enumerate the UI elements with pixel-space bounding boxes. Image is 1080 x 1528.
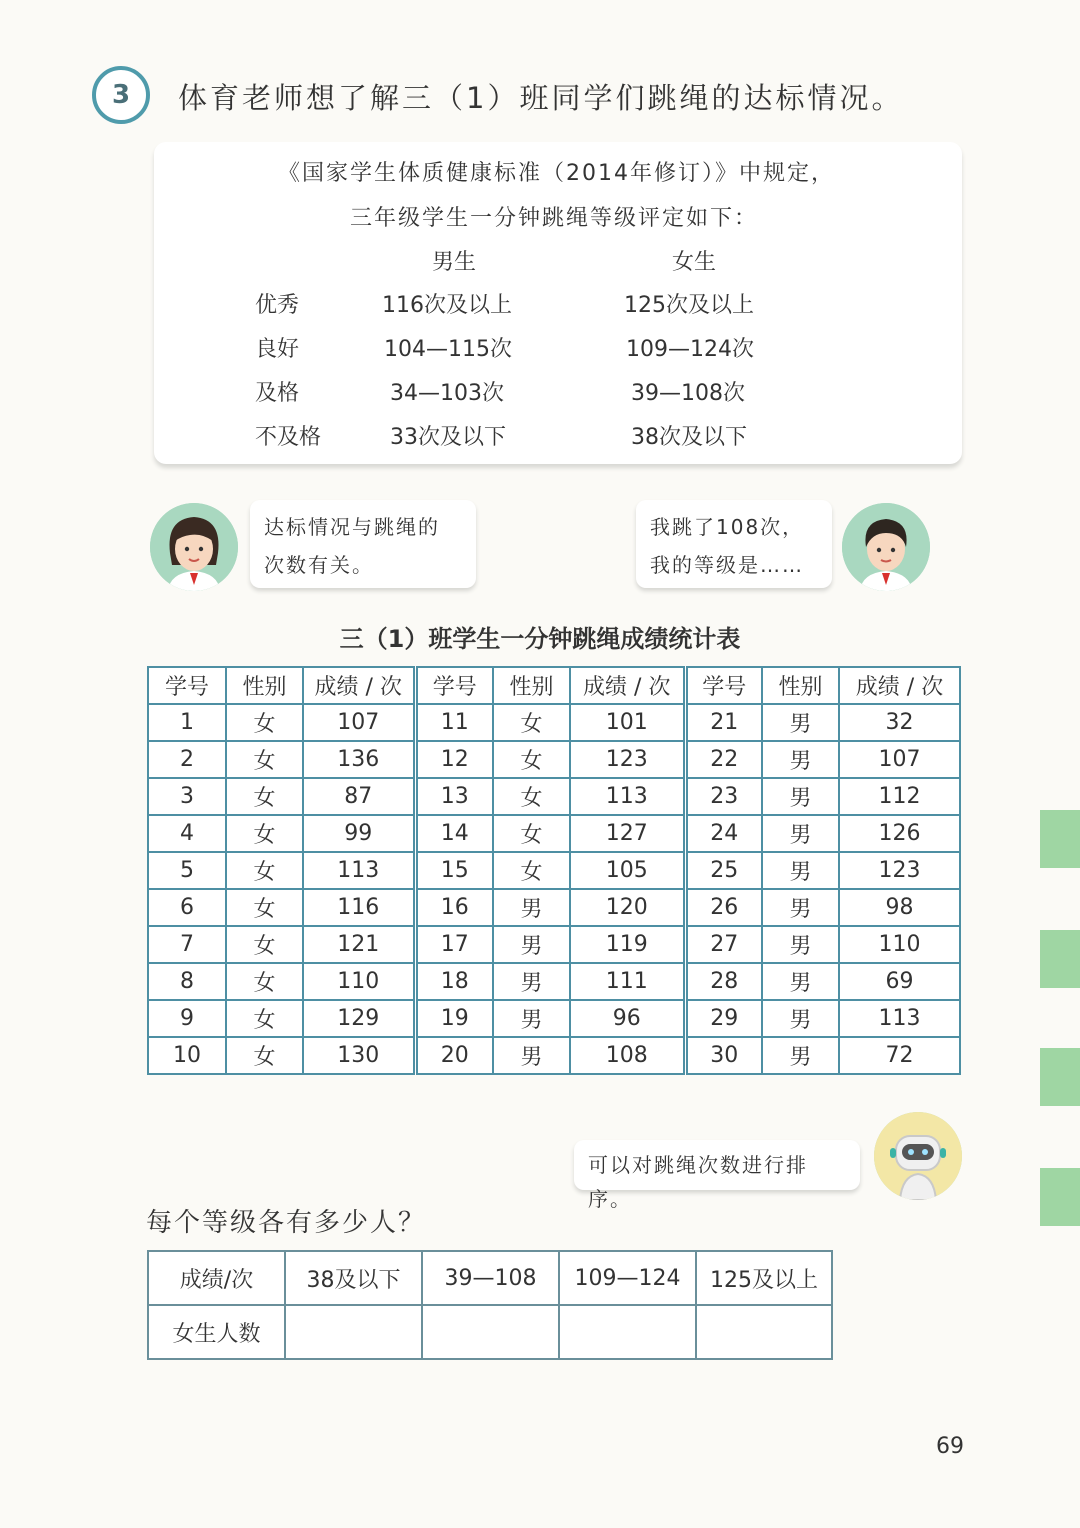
header-score: 成绩 / 次: [303, 667, 415, 704]
student-id: 7: [148, 926, 226, 963]
header-student-id: 学号: [148, 667, 226, 704]
student-id: 23: [685, 778, 762, 815]
table-row: [148, 741, 960, 778]
side-tab-marker: [1040, 930, 1080, 988]
student-score: 107: [839, 741, 960, 778]
side-tab-marker: [1040, 1048, 1080, 1106]
student-id: 15: [415, 852, 493, 889]
header-gender: 性别: [226, 667, 303, 704]
problem-title: 体育老师想了解三（1）班同学们跳绳的达标情况。: [178, 81, 904, 115]
standard-girls-value: 39—108次: [631, 381, 745, 406]
student-gender: 男: [493, 963, 570, 1000]
student-gender: 女: [493, 704, 570, 741]
student-id: 29: [685, 1000, 762, 1037]
table-row: [148, 889, 960, 926]
table-row: [148, 1000, 960, 1037]
student-id: 20: [415, 1037, 493, 1074]
student-gender: 女: [226, 778, 303, 815]
robot-avatar-icon: [874, 1112, 962, 1200]
page-number: 69: [936, 1434, 964, 1459]
girl-avatar-icon: [150, 503, 238, 591]
problem-number: 3: [111, 80, 131, 110]
student-gender: 男: [762, 815, 839, 852]
girls-count-input[interactable]: [285, 1305, 422, 1359]
student-score: 120: [570, 889, 685, 926]
student-score: 136: [303, 741, 415, 778]
header-score: 成绩 / 次: [839, 667, 960, 704]
student-score: 107: [303, 704, 415, 741]
student-gender: 男: [762, 889, 839, 926]
standard-level: 及格: [255, 381, 300, 406]
level-range: 39—108: [422, 1251, 559, 1305]
student-id: 2: [148, 741, 226, 778]
side-tab-marker: [1040, 1168, 1080, 1226]
standard-col-girls: 女生: [672, 250, 717, 275]
level-range: 125及以上: [696, 1251, 832, 1305]
student-id: 28: [685, 963, 762, 1000]
question-text: 每个等级各有多少人？: [146, 1208, 427, 1238]
student-score: 108: [570, 1037, 685, 1074]
student-gender: 女: [226, 852, 303, 889]
student-id: 25: [685, 852, 762, 889]
student-score: 129: [303, 1000, 415, 1037]
level-range: 38及以下: [285, 1251, 422, 1305]
student-id: 26: [685, 889, 762, 926]
standard-intro-line2: 三年级学生一分钟跳绳等级评定如下：: [350, 206, 759, 231]
level-header-label: 成绩/次: [148, 1251, 285, 1305]
level-count-table: [147, 1250, 833, 1360]
robot-speech-bubble: [574, 1140, 860, 1211]
standard-boys-value: 104—115次: [384, 337, 512, 362]
student-score: 130: [303, 1037, 415, 1074]
student-gender: 男: [493, 1037, 570, 1074]
boy-bubble-line1: 我跳了108次，: [650, 515, 805, 539]
student-score: 127: [570, 815, 685, 852]
student-score: 69: [839, 963, 960, 1000]
student-id: 10: [148, 1037, 226, 1074]
student-id: 17: [415, 926, 493, 963]
student-gender: 男: [762, 852, 839, 889]
student-id: 19: [415, 1000, 493, 1037]
girl-bubble-line2: 次数有关。: [264, 553, 374, 577]
student-id: 30: [685, 1037, 762, 1074]
header-gender: 性别: [493, 667, 570, 704]
table-row: [148, 704, 960, 741]
score-table: [147, 666, 961, 1075]
student-gender: 男: [762, 963, 839, 1000]
student-score: 110: [839, 926, 960, 963]
standard-boys-value: 34—103次: [390, 381, 504, 406]
student-gender: 女: [226, 815, 303, 852]
student-gender: 男: [762, 1000, 839, 1037]
boy-speech-bubble: [636, 500, 832, 588]
student-score: 110: [303, 963, 415, 1000]
standard-level: 优秀: [255, 293, 300, 318]
level-range: 109—124: [559, 1251, 696, 1305]
table-row: [148, 926, 960, 963]
score-table-title: 三（1）班学生一分钟跳绳成绩统计表: [339, 625, 741, 653]
girls-count-input[interactable]: [559, 1305, 696, 1359]
student-score: 98: [839, 889, 960, 926]
student-gender: 女: [226, 963, 303, 1000]
standard-boys-value: 33次及以下: [390, 425, 506, 450]
student-score: 113: [839, 1000, 960, 1037]
standard-col-boys: 男生: [432, 250, 477, 275]
student-id: 21: [685, 704, 762, 741]
student-score: 72: [839, 1037, 960, 1074]
student-score: 32: [839, 704, 960, 741]
student-id: 9: [148, 1000, 226, 1037]
robot-bubble-text: 可以对跳绳次数进行排序。: [588, 1153, 808, 1211]
student-score: 123: [839, 852, 960, 889]
student-gender: 男: [762, 926, 839, 963]
student-gender: 女: [226, 1000, 303, 1037]
student-gender: 女: [493, 741, 570, 778]
student-id: 24: [685, 815, 762, 852]
student-gender: 男: [493, 926, 570, 963]
boy-bubble-line2: 我的等级是……: [650, 553, 804, 577]
standard-boys-value: 116次及以上: [382, 293, 512, 318]
student-gender: 女: [493, 815, 570, 852]
student-id: 12: [415, 741, 493, 778]
standard-girls-value: 38次及以下: [631, 425, 747, 450]
student-id: 3: [148, 778, 226, 815]
student-gender: 女: [226, 1037, 303, 1074]
student-score: 126: [839, 815, 960, 852]
student-id: 18: [415, 963, 493, 1000]
table-row: [148, 963, 960, 1000]
student-gender: 女: [226, 889, 303, 926]
student-score: 112: [839, 778, 960, 815]
student-score: 87: [303, 778, 415, 815]
student-score: 96: [570, 1000, 685, 1037]
student-gender: 女: [493, 852, 570, 889]
student-gender: 女: [226, 704, 303, 741]
student-gender: 男: [762, 1037, 839, 1074]
standard-level: 不及格: [255, 425, 322, 450]
student-gender: 女: [493, 778, 570, 815]
student-score: 119: [570, 926, 685, 963]
student-gender: 男: [493, 1000, 570, 1037]
header-student-id: 学号: [415, 667, 493, 704]
student-score: 101: [570, 704, 685, 741]
header-gender: 性别: [762, 667, 839, 704]
table-row: [148, 778, 960, 815]
student-score: 116: [303, 889, 415, 926]
side-tab-marker: [1040, 810, 1080, 868]
student-id: 1: [148, 704, 226, 741]
level-table-girls-row: [148, 1305, 832, 1359]
girl-speech-bubble: [250, 500, 476, 588]
student-gender: 女: [226, 926, 303, 963]
header-student-id: 学号: [685, 667, 762, 704]
student-id: 14: [415, 815, 493, 852]
standard-level: 良好: [255, 337, 300, 362]
standard-girls-value: 109—124次: [626, 337, 754, 362]
standard-girls-value: 125次及以上: [624, 293, 754, 318]
student-score: 113: [303, 852, 415, 889]
standard-intro-line1: 《国家学生体质健康标准（2014年修订）》中规定，: [278, 161, 835, 186]
boy-avatar-icon: [842, 503, 930, 591]
girls-count-input[interactable]: [696, 1305, 832, 1359]
student-gender: 男: [493, 889, 570, 926]
student-score: 121: [303, 926, 415, 963]
level-table-header-row: [148, 1251, 832, 1305]
student-score: 123: [570, 741, 685, 778]
student-id: 16: [415, 889, 493, 926]
girl-bubble-line1: 达标情况与跳绳的: [264, 515, 440, 539]
score-table-header-row: [148, 667, 960, 704]
student-score: 99: [303, 815, 415, 852]
student-gender: 男: [762, 704, 839, 741]
problem-number-badge: [92, 66, 150, 124]
girls-count-label: 女生人数: [148, 1305, 285, 1359]
student-id: 6: [148, 889, 226, 926]
student-id: 5: [148, 852, 226, 889]
student-score: 113: [570, 778, 685, 815]
student-gender: 男: [762, 778, 839, 815]
student-id: 27: [685, 926, 762, 963]
student-id: 13: [415, 778, 493, 815]
student-id: 11: [415, 704, 493, 741]
student-id: 4: [148, 815, 226, 852]
header-score: 成绩 / 次: [570, 667, 685, 704]
student-score: 105: [570, 852, 685, 889]
student-gender: 男: [762, 741, 839, 778]
student-id: 8: [148, 963, 226, 1000]
table-row: [148, 815, 960, 852]
student-gender: 女: [226, 741, 303, 778]
student-id: 22: [685, 741, 762, 778]
table-row: [148, 852, 960, 889]
girls-count-input[interactable]: [422, 1305, 559, 1359]
table-row: [148, 1037, 960, 1074]
student-score: 111: [570, 963, 685, 1000]
